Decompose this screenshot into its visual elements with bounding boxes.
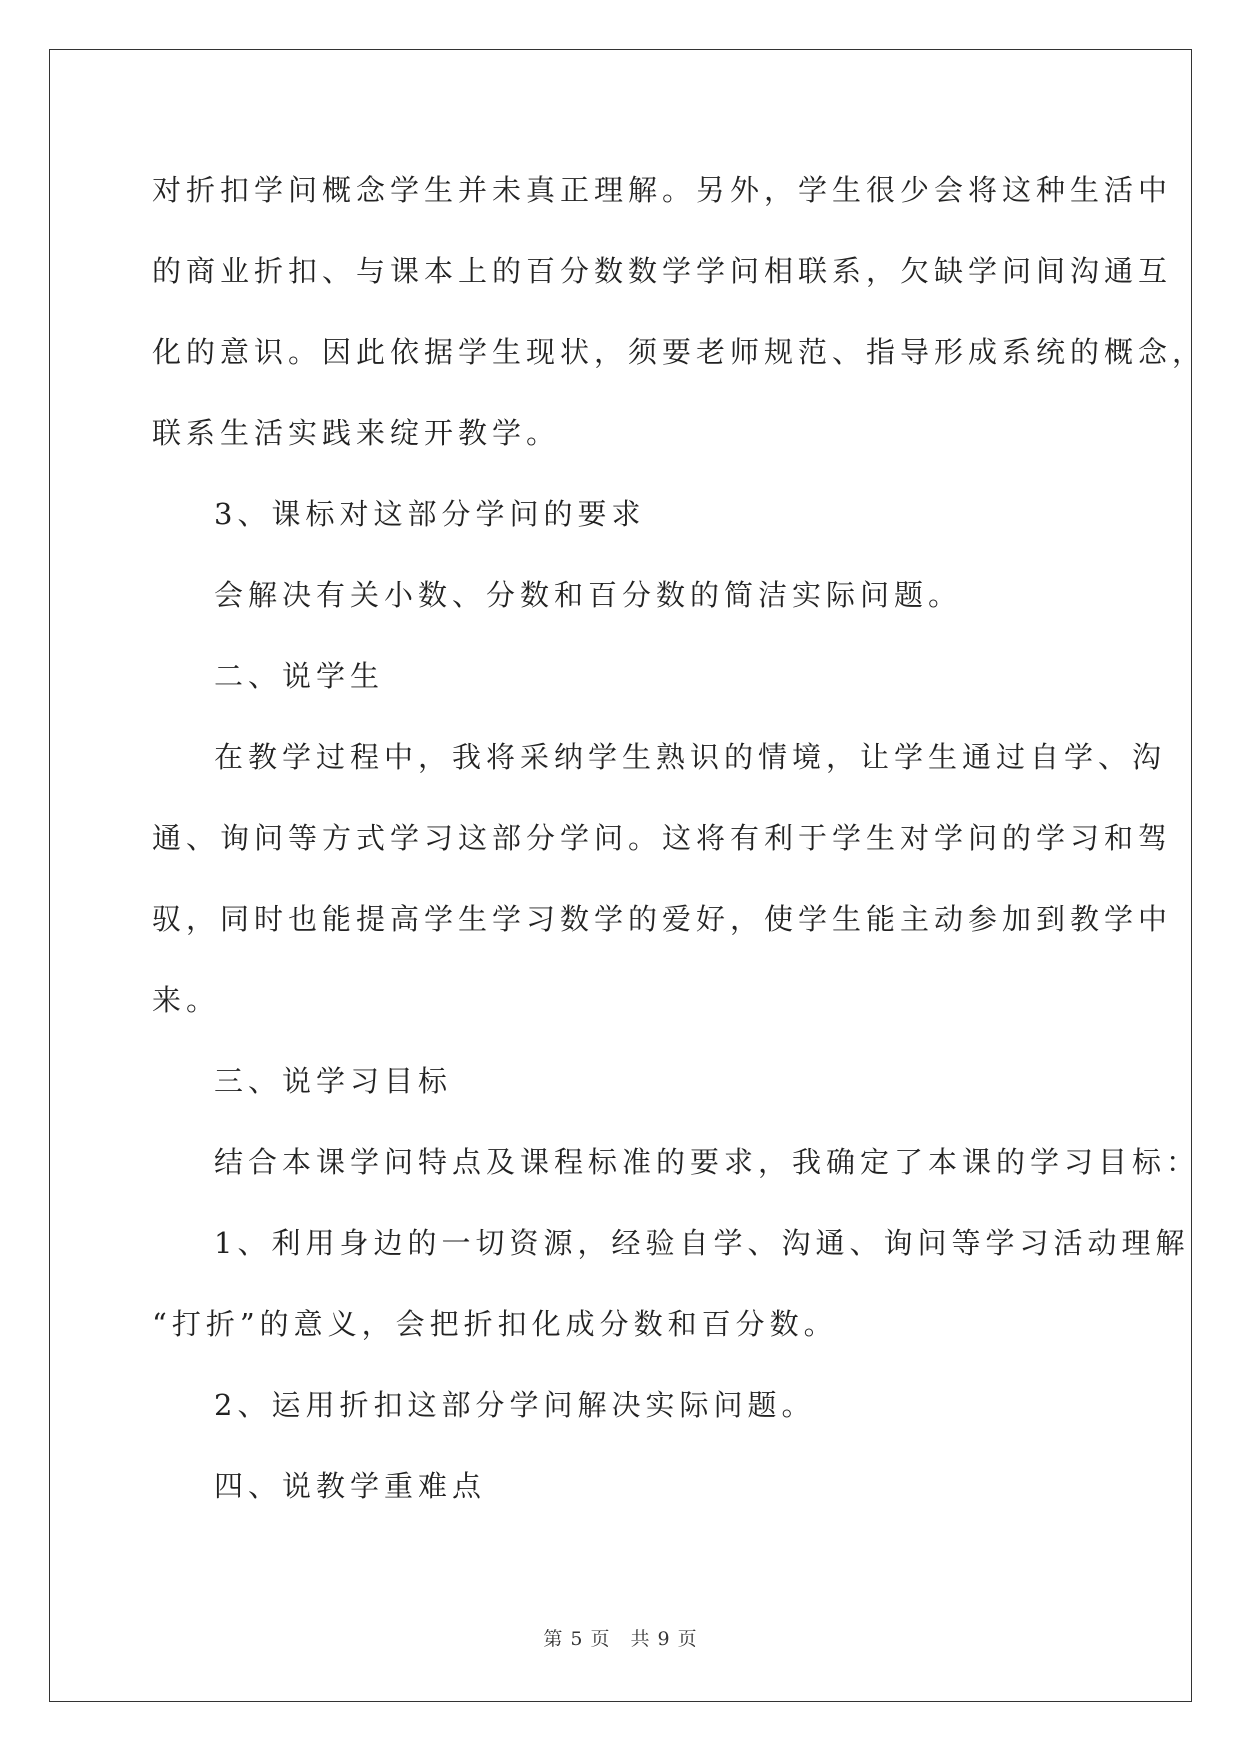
section-heading: 3、课标对这部分学问的要求 — [214, 497, 646, 531]
page-number-footer: 第 5 页 共 9 页 — [543, 1628, 698, 1650]
text-line: 会解决有关小数、分数和百分数的简洁实际问题。 — [214, 578, 963, 612]
list-item: 2、运用折扣这部分学问解决实际问题。 — [214, 1388, 816, 1422]
section-heading: 三、说学习目标 — [214, 1064, 453, 1098]
document-body — [152, 150, 1207, 1527]
text-line: 通、询问等方式学习这部分学问。这将有利于学生对学问的学习和驾 — [152, 821, 1173, 855]
section-heading: 二、说学生 — [214, 659, 385, 693]
text-line: 结合本课学问特点及课程标准的要求，我确定了本课的学习目标： — [214, 1145, 1201, 1179]
text-line: 的商业折扣、与课本上的百分数数学学问相联系，欠缺学问间沟通互 — [152, 254, 1173, 288]
list-item: 1、利用身边的一切资源，经验自学、沟通、询问等学习活动理解 — [214, 1226, 1190, 1260]
text-line: 联系生活实践来绽开教学。 — [152, 416, 561, 450]
text-line: 在教学过程中，我将采纳学生熟识的情境，让学生通过自学、沟 — [214, 740, 1167, 774]
section-heading: 四、说教学重难点 — [214, 1469, 487, 1503]
text-line: 对折扣学问概念学生并未真正理解。另外，学生很少会将这种生活中 — [152, 173, 1173, 207]
text-line: 来。 — [152, 983, 221, 1017]
text-line: 化的意识。因此依据学生现状，须要老师规范、指导形成系统的概念， — [152, 335, 1207, 369]
text-line: “打折”的意义，会把折扣化成分数和百分数。 — [152, 1307, 838, 1341]
text-line: 驭，同时也能提高学生学习数学的爱好，使学生能主动参加到教学中 — [152, 902, 1173, 936]
